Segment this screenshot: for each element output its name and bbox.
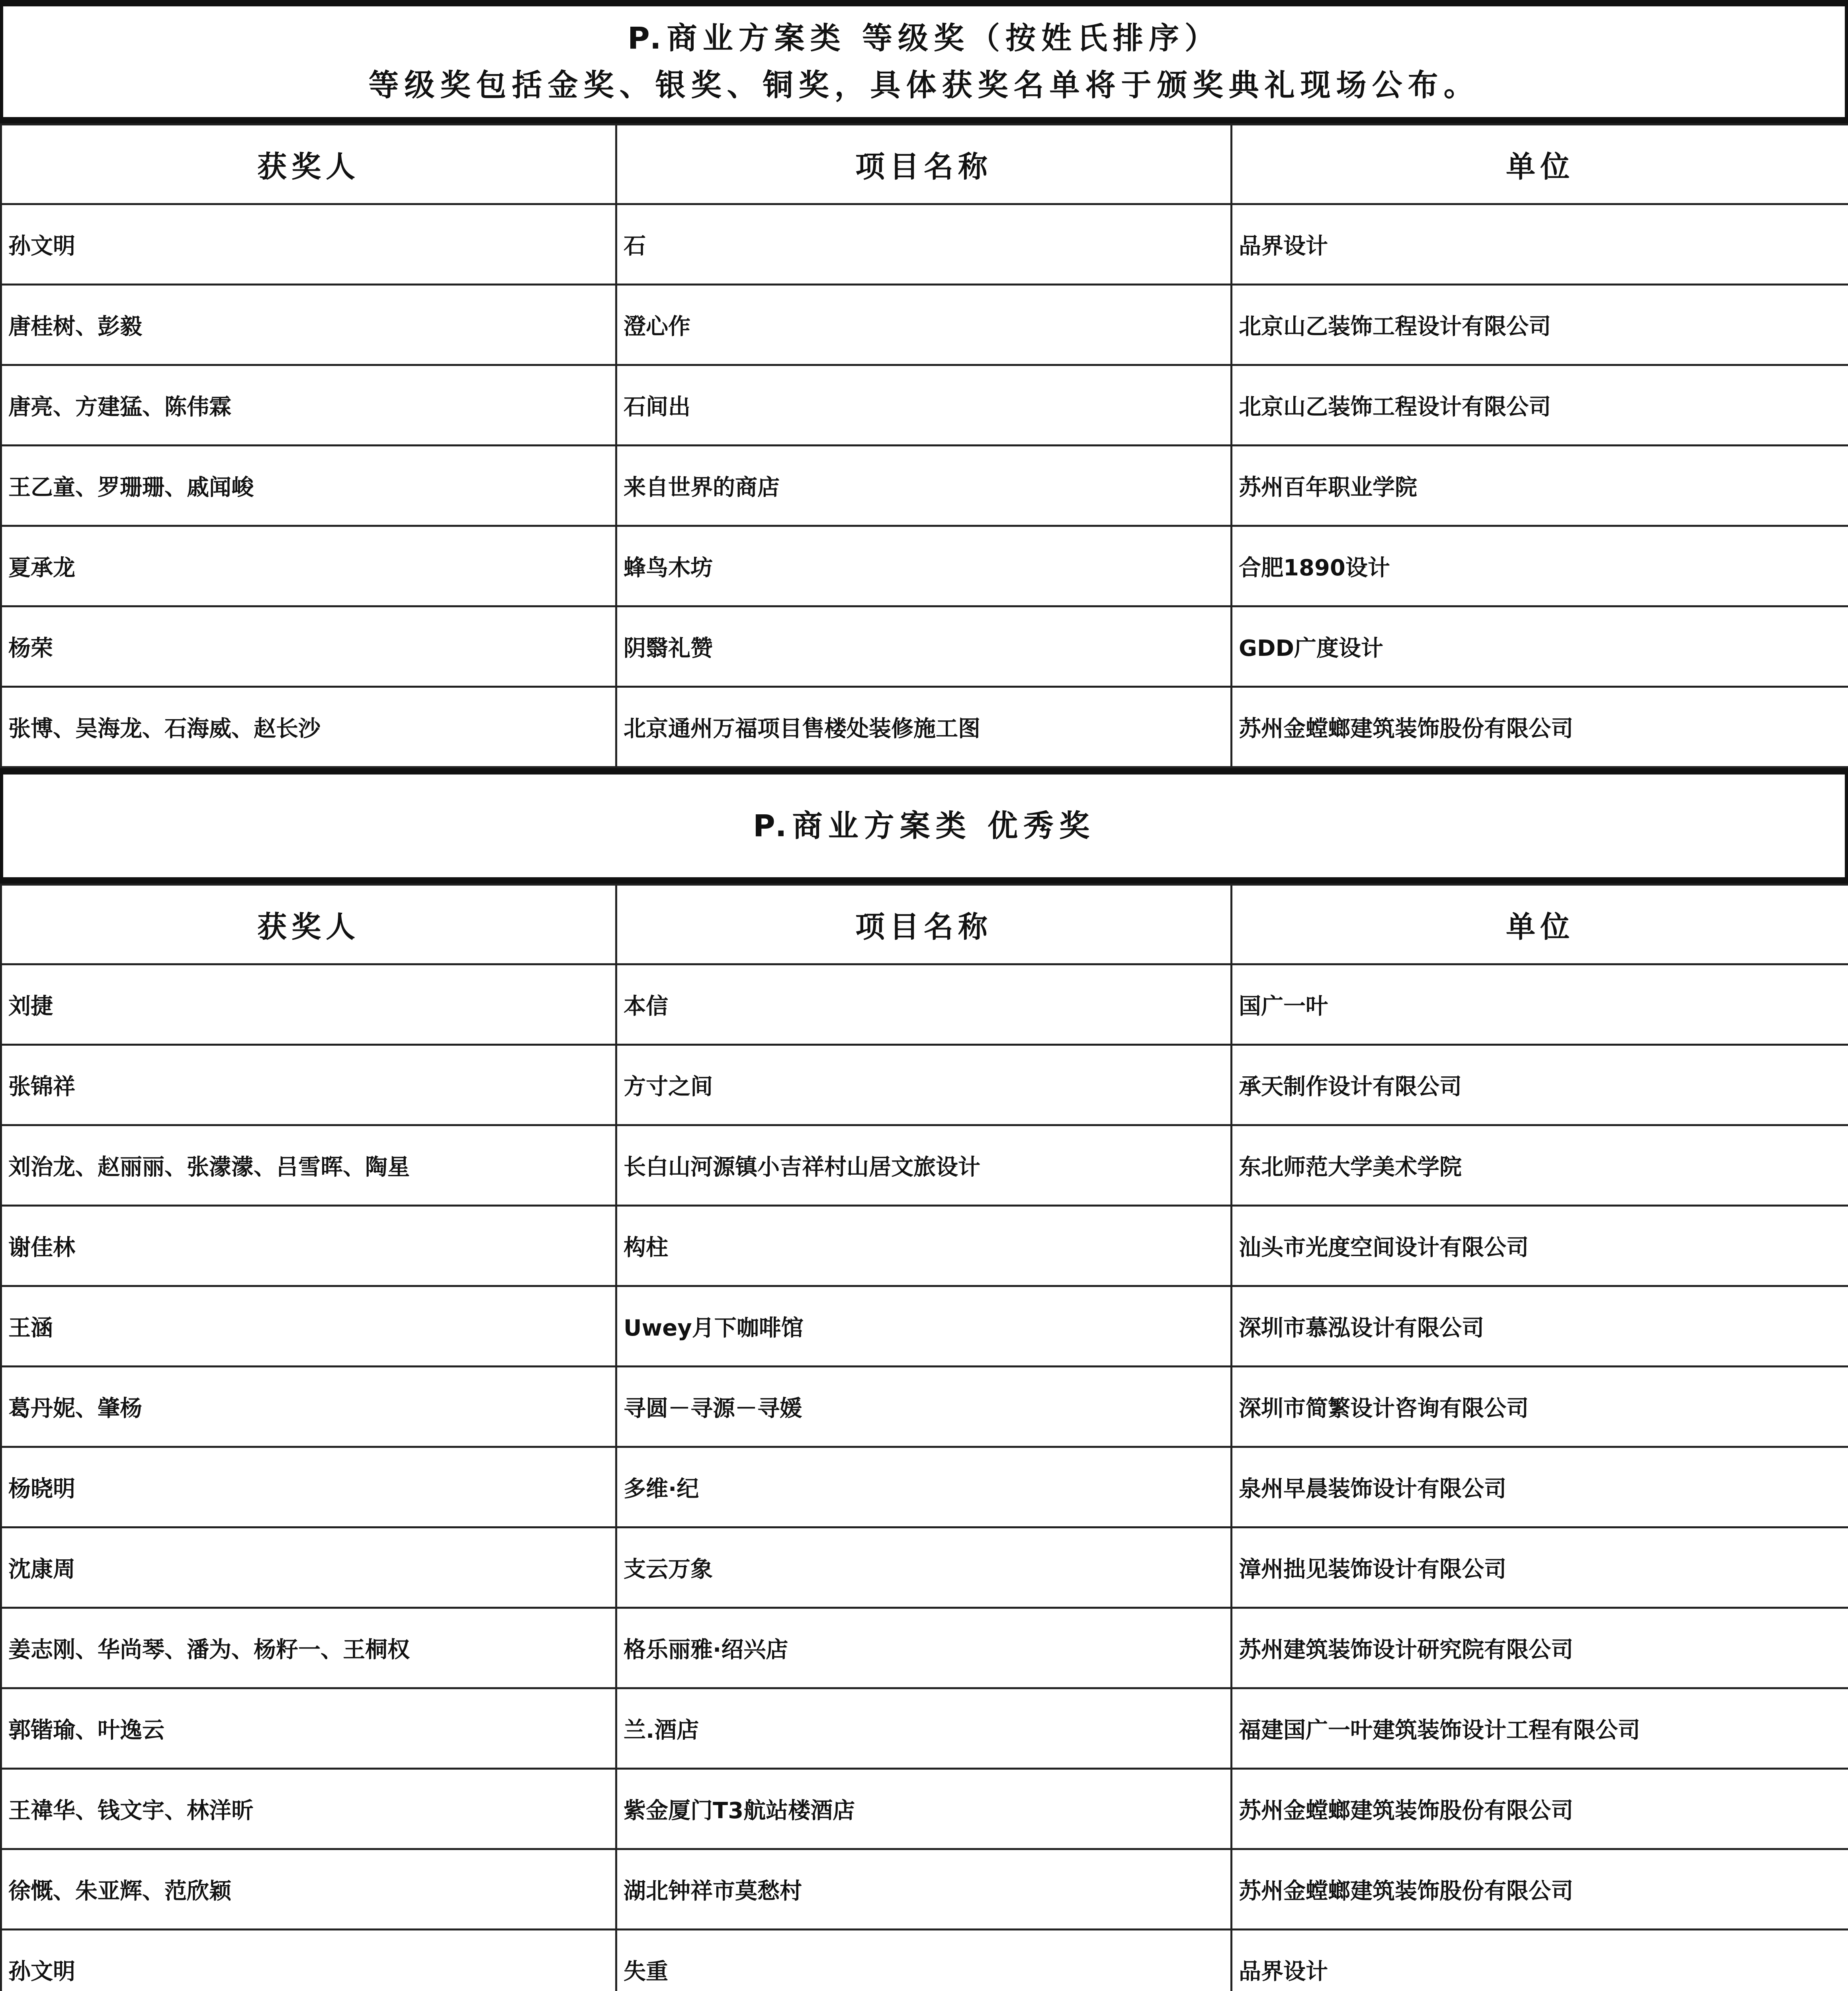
org-cell: 品界设计: [1232, 1930, 1848, 1991]
winner-cell: 唐亮、方建猛、陈伟霖: [1, 365, 616, 446]
winner-cell: 葛丹妮、肇杨: [1, 1367, 616, 1447]
winner-cell: 王乙童、罗珊珊、戚闻峻: [1, 446, 616, 526]
table-row: [1, 1527, 1848, 1608]
table-row: [1, 365, 1848, 446]
winner-cell: 郭锴瑜、叶逸云: [1, 1688, 616, 1769]
org-cell: 合肥1890设计: [1232, 526, 1848, 606]
winner-cell: 唐桂树、彭毅: [1, 285, 616, 365]
project-cell: 失重: [616, 1930, 1232, 1991]
org-cell: 苏州金螳螂建筑装饰股份有限公司: [1232, 1849, 1848, 1930]
table-row: [1, 446, 1848, 526]
project-cell: 石间出: [616, 365, 1232, 446]
project-cell: 紫金厦门T3航站楼酒店: [616, 1769, 1232, 1849]
winner-cell: 刘捷: [1, 964, 616, 1045]
winner-cell: 徐慨、朱亚辉、范欣颖: [1, 1849, 616, 1930]
table-row: [1, 1286, 1848, 1367]
table-row: [1, 1125, 1848, 1206]
section1-header: [0, 0, 1848, 123]
column-header-winner: 获奖人: [1, 125, 616, 204]
org-cell: 苏州金螳螂建筑装饰股份有限公司: [1232, 687, 1848, 767]
table-row: [1, 1769, 1848, 1849]
winner-cell: 王禕华、钱文宇、林洋昕: [1, 1769, 616, 1849]
org-cell: 国广一叶: [1232, 964, 1848, 1045]
project-cell: 长白山河源镇小吉祥村山居文旅设计: [616, 1125, 1232, 1206]
table-row: [1, 1930, 1848, 1991]
section2-table: [0, 884, 1848, 1991]
winner-cell: 张博、吴海龙、石海威、赵长沙: [1, 687, 616, 767]
table-row: [1, 964, 1848, 1045]
table-row: [1, 1849, 1848, 1930]
org-cell: 深圳市简繁设计咨询有限公司: [1232, 1367, 1848, 1447]
project-cell: 来自世界的商店: [616, 446, 1232, 526]
project-cell: 蜂鸟木坊: [616, 526, 1232, 606]
winner-cell: 王涵: [1, 1286, 616, 1367]
column-header-project: 项目名称: [616, 125, 1232, 204]
org-cell: 东北师范大学美术学院: [1232, 1125, 1848, 1206]
project-cell: 兰.酒店: [616, 1688, 1232, 1769]
column-header-winner: 获奖人: [1, 885, 616, 964]
winner-cell: 刘治龙、赵丽丽、张濛濛、吕雪晖、陶星: [1, 1125, 616, 1206]
section2-title: P.商业方案类 优秀奖: [753, 808, 1095, 843]
project-cell: 寻圆－寻源－寻媛: [616, 1367, 1232, 1447]
org-cell: 品界设计: [1232, 204, 1848, 285]
table-row: [1, 285, 1848, 365]
org-cell: 苏州百年职业学院: [1232, 446, 1848, 526]
column-header-org: 单位: [1232, 885, 1848, 964]
table-row: [1, 1206, 1848, 1286]
winner-cell: 杨晓明: [1, 1447, 616, 1527]
winner-cell: 孙文明: [1, 1930, 616, 1991]
project-cell: 构柱: [616, 1206, 1232, 1286]
winner-cell: 谢佳林: [1, 1206, 616, 1286]
org-cell: 苏州建筑装饰设计研究院有限公司: [1232, 1608, 1848, 1688]
section1-title-line1: P.商业方案类 等级奖（按姓氏排序）: [627, 20, 1221, 56]
table-row: [1, 1688, 1848, 1769]
table-row: [1, 1447, 1848, 1527]
org-cell: 北京山乙装饰工程设计有限公司: [1232, 285, 1848, 365]
winner-cell: 孙文明: [1, 204, 616, 285]
table-row: [1, 1367, 1848, 1447]
project-cell: 北京通州万福项目售楼处装修施工图: [616, 687, 1232, 767]
org-cell: 承天制作设计有限公司: [1232, 1045, 1848, 1125]
section2-header: [0, 768, 1848, 884]
section1-title-line2: 等级奖包括金奖、银奖、铜奖，具体获奖名单将于颁奖典礼现场公布。: [368, 67, 1480, 103]
winner-cell: 夏承龙: [1, 526, 616, 606]
winner-cell: 姜志刚、华尚琴、潘为、杨籽一、王桐权: [1, 1608, 616, 1688]
project-cell: 澄心作: [616, 285, 1232, 365]
section1-table: [0, 123, 1848, 768]
winner-cell: 杨荣: [1, 606, 616, 687]
org-cell: 福建国广一叶建筑装饰设计工程有限公司: [1232, 1688, 1848, 1769]
org-cell: 苏州金螳螂建筑装饰股份有限公司: [1232, 1769, 1848, 1849]
project-cell: 多维·纪: [616, 1447, 1232, 1527]
table-row: [1, 687, 1848, 767]
project-cell: 格乐丽雅·绍兴店: [616, 1608, 1232, 1688]
project-cell: 阴翳礼赞: [616, 606, 1232, 687]
project-cell: 方寸之间: [616, 1045, 1232, 1125]
winner-cell: 沈康周: [1, 1527, 616, 1608]
table-row: [1, 204, 1848, 285]
section1-header-row: [1, 125, 1848, 204]
project-cell: Uwey月下咖啡馆: [616, 1286, 1232, 1367]
table-row: [1, 606, 1848, 687]
org-cell: 汕头市光度空间设计有限公司: [1232, 1206, 1848, 1286]
project-cell: 本信: [616, 964, 1232, 1045]
org-cell: 北京山乙装饰工程设计有限公司: [1232, 365, 1848, 446]
org-cell: GDD广度设计: [1232, 606, 1848, 687]
section2-header-row: [1, 885, 1848, 964]
column-header-project: 项目名称: [616, 885, 1232, 964]
table-row: [1, 1045, 1848, 1125]
org-cell: 泉州早晨装饰设计有限公司: [1232, 1447, 1848, 1527]
project-cell: 湖北钟祥市莫愁村: [616, 1849, 1232, 1930]
project-cell: 支云万象: [616, 1527, 1232, 1608]
table-row: [1, 526, 1848, 606]
org-cell: 漳州拙见装饰设计有限公司: [1232, 1527, 1848, 1608]
winner-cell: 张锦祥: [1, 1045, 616, 1125]
column-header-org: 单位: [1232, 125, 1848, 204]
org-cell: 深圳市慕泓设计有限公司: [1232, 1286, 1848, 1367]
table-row: [1, 1608, 1848, 1688]
project-cell: 石: [616, 204, 1232, 285]
